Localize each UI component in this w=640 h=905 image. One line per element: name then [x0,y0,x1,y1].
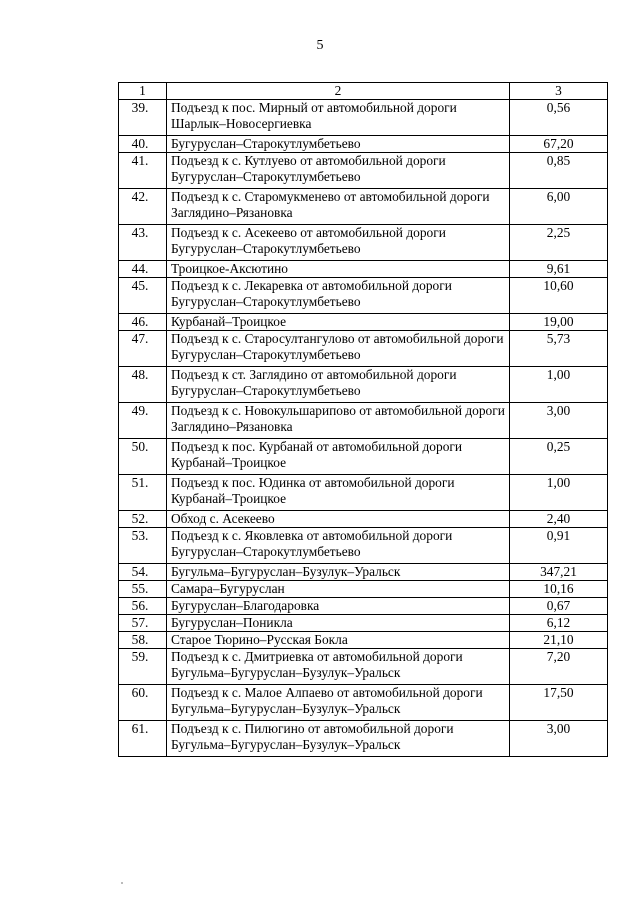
road-length: 1,00 [510,367,608,403]
table-row [119,581,608,598]
table-row [119,153,608,189]
row-number: 49. [119,403,167,439]
table-row [119,511,608,528]
road-name: Подъезд к с. Асекеево от автомобильной дороги Бугуруслан–Старокутлумбетьево [167,225,510,261]
row-number: 40. [119,136,167,153]
table-row [119,136,608,153]
road-length: 67,20 [510,136,608,153]
table-row [119,649,608,685]
row-number: 53. [119,528,167,564]
row-number: 55. [119,581,167,598]
road-name: Старое Тюрино–Русская Бокла [167,632,510,649]
row-number: 54. [119,564,167,581]
row-number: 42. [119,189,167,225]
row-number: 44. [119,261,167,278]
road-length: 3,00 [510,403,608,439]
road-length: 6,00 [510,189,608,225]
table-row [119,685,608,721]
table-row [119,721,608,757]
road-name: Подъезд к с. Яковлевка от автомобильной дороги Бугуруслан–Старокутлумбетьево [167,528,510,564]
road-name: Подъезд к пос. Юдинка от автомобильной дороги Курбанай–Троицкое [167,475,510,511]
road-name: Подъезд к с. Кутлуево от автомобильной дороги Бугуруслан–Старокутлумбетьево [167,153,510,189]
road-name: Бугуруслан–Старокутлумбетьево [167,136,510,153]
row-number: 48. [119,367,167,403]
page-number: 5 [316,38,324,53]
table-row [119,261,608,278]
road-length: 5,73 [510,331,608,367]
road-length: 0,67 [510,598,608,615]
road-name: Подъезд к ст. Заглядино от автомобильной дороги Бугуруслан–Старокутлумбетьево [167,367,510,403]
road-length: 19,00 [510,314,608,331]
road-length: 6,12 [510,615,608,632]
table-row [119,528,608,564]
row-number: 58. [119,632,167,649]
row-number: 51. [119,475,167,511]
road-name: Бугуруслан–Благодаровка [167,598,510,615]
roads-table [118,82,608,757]
table-row [119,564,608,581]
road-length: 7,20 [510,649,608,685]
row-number: 57. [119,615,167,632]
row-number: 60. [119,685,167,721]
row-number: 52. [119,511,167,528]
road-name: Бугуруслан–Поникла [167,615,510,632]
table-row [119,331,608,367]
row-number: 39. [119,100,167,136]
road-length: 0,56 [510,100,608,136]
table-row [119,367,608,403]
row-number: 61. [119,721,167,757]
row-number: 59. [119,649,167,685]
road-name: Подъезд к с. Малое Алпаево от автомобильной дороги Бугульма–Бугуруслан–Бузулук–Уральск [167,685,510,721]
scan-artifact [121,882,123,884]
road-length: 347,21 [510,564,608,581]
road-name: Подъезд к с. Дмитриевка от автомобильной дороги Бугульма–Бугуруслан–Бузулук–Уральск [167,649,510,685]
road-length: 10,60 [510,278,608,314]
table-body [119,100,608,757]
row-number: 45. [119,278,167,314]
row-number: 41. [119,153,167,189]
table-row [119,615,608,632]
road-length: 2,40 [510,511,608,528]
road-name: Подъезд к с. Новокульшарипово от автомобильной дороги Заглядино–Рязановка [167,403,510,439]
road-length: 3,00 [510,721,608,757]
road-name: Подъезд к с. Старосултангулово от автомобильной дороги Бугуруслан–Старокутлумбетьево [167,331,510,367]
table-row [119,189,608,225]
header-col-name: 2 [167,83,510,100]
road-name: Троицкое-Аксютино [167,261,510,278]
header-row [119,83,608,100]
road-name: Обход с. Асекеево [167,511,510,528]
road-name: Самара–Бугуруслан [167,581,510,598]
road-length: 21,10 [510,632,608,649]
road-length: 0,25 [510,439,608,475]
road-name: Подъезд к с. Пилюгино от автомобильной дороги Бугульма–Бугуруслан–Бузулук–Уральск [167,721,510,757]
road-length: 1,00 [510,475,608,511]
table-row [119,278,608,314]
table-row [119,598,608,615]
road-name: Подъезд к пос. Курбанай от автомобильной дороги Курбанай–Троицкое [167,439,510,475]
table-row [119,632,608,649]
road-length: 2,25 [510,225,608,261]
table-row [119,403,608,439]
road-name: Подъезд к пос. Мирный от автомобильной дороги Шарлык–Новосергиевка [167,100,510,136]
road-length: 17,50 [510,685,608,721]
road-name: Бугульма–Бугуруслан–Бузулук–Уральск [167,564,510,581]
road-length: 9,61 [510,261,608,278]
header-col-length: 3 [510,83,608,100]
road-name: Курбанай–Троицкое [167,314,510,331]
table-row [119,475,608,511]
row-number: 43. [119,225,167,261]
road-length: 0,85 [510,153,608,189]
header-col-number: 1 [119,83,167,100]
road-name: Подъезд к с. Лекаревка от автомобильной дороги Бугуруслан–Старокутлумбетьево [167,278,510,314]
table-row [119,225,608,261]
row-number: 50. [119,439,167,475]
road-length: 10,16 [510,581,608,598]
road-name: Подъезд к с. Старомукменево от автомобильной дороги Заглядино–Рязановка [167,189,510,225]
table-row [119,100,608,136]
row-number: 47. [119,331,167,367]
road-length: 0,91 [510,528,608,564]
row-number: 46. [119,314,167,331]
table-row [119,439,608,475]
table-row [119,314,608,331]
table-header [119,83,608,100]
row-number: 56. [119,598,167,615]
